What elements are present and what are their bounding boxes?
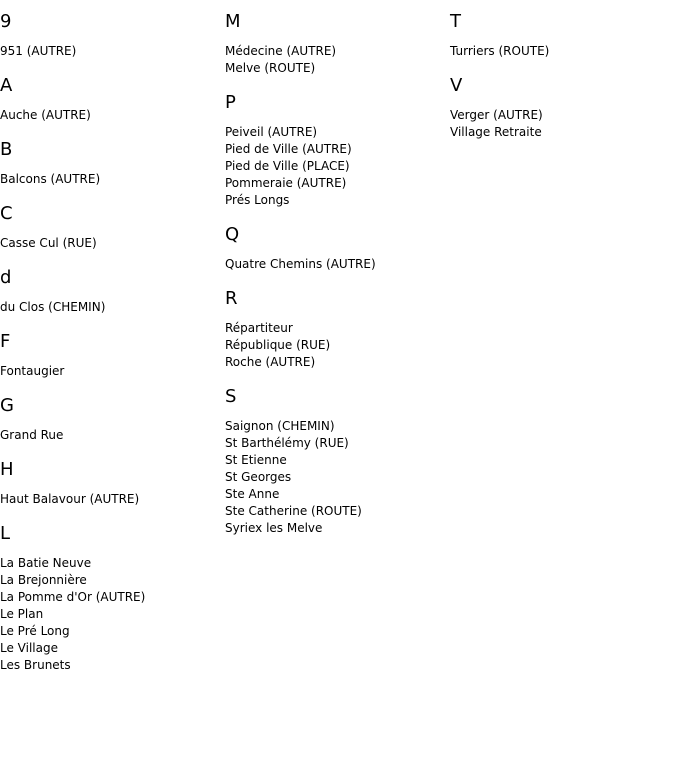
letter-group-v (450, 75, 670, 141)
street-item: Les Brunets (0, 658, 71, 672)
street-item: Pied de Ville (AUTRE) (225, 142, 352, 156)
letter-heading: C (0, 203, 13, 224)
street-list (0, 491, 220, 508)
letter-heading: 9 (0, 11, 12, 32)
letter-heading: M (225, 11, 241, 32)
street-item: Village Retraite (450, 125, 542, 139)
letter-group-t (450, 11, 670, 60)
letter-group-p (225, 92, 445, 209)
street-item: Ste Catherine (ROUTE) (225, 504, 362, 518)
street-list (225, 418, 445, 537)
letter-heading: B (0, 139, 13, 160)
street-item: Casse Cul (RUE) (0, 236, 97, 250)
street-item: Melve (ROUTE) (225, 61, 316, 75)
street-item: Roche (AUTRE) (225, 355, 316, 369)
letter-heading: R (225, 288, 238, 309)
letter-group-h (0, 459, 220, 508)
index-column-2 (225, 0, 445, 537)
letter-group-f (0, 331, 220, 380)
street-item: Médecine (AUTRE) (225, 44, 337, 58)
street-item: Saignon (CHEMIN) (225, 419, 335, 433)
letter-heading: H (0, 459, 14, 480)
street-item: St Barthélémy (RUE) (225, 436, 349, 450)
street-item: Fontaugier (0, 364, 65, 378)
street-list (0, 427, 220, 444)
street-item: Répartiteur (225, 321, 293, 335)
letter-heading: F (0, 331, 11, 352)
street-list (450, 107, 670, 141)
street-item: La Brejonnière (0, 573, 87, 587)
street-item: Pied de Ville (PLACE) (225, 159, 350, 173)
letter-heading: G (0, 395, 14, 416)
street-item: Le Village (0, 641, 58, 655)
letter-group-l (0, 523, 220, 674)
street-item: La Pomme d'Or (AUTRE) (0, 590, 146, 604)
street-list (450, 43, 670, 60)
letter-heading: P (225, 92, 236, 113)
street-item: Grand Rue (0, 428, 64, 442)
street-item: Haut Balavour (AUTRE) (0, 492, 140, 506)
street-list (225, 320, 445, 371)
street-item: La Batie Neuve (0, 556, 92, 570)
letter-heading: V (450, 75, 463, 96)
letter-heading: S (225, 386, 237, 407)
street-item: Turriers (ROUTE) (450, 44, 550, 58)
street-list (0, 171, 220, 188)
letter-group-d (0, 267, 220, 316)
letter-group-9 (0, 11, 220, 60)
street-item: du Clos (CHEMIN) (0, 300, 106, 314)
street-item: Auche (AUTRE) (0, 108, 91, 122)
letter-group-r (225, 288, 445, 371)
street-list (225, 43, 445, 77)
street-item: Ste Anne (225, 487, 280, 501)
street-list (0, 235, 220, 252)
street-item: St Etienne (225, 453, 287, 467)
letter-group-c (0, 203, 220, 252)
street-item: Verger (AUTRE) (450, 108, 543, 122)
street-list (225, 256, 445, 273)
letter-group-g (0, 395, 220, 444)
street-item: Balcons (AUTRE) (0, 172, 101, 186)
index-column-1 (0, 0, 220, 674)
letter-heading: Q (225, 224, 240, 245)
street-list (0, 555, 220, 674)
letter-group-s (225, 386, 445, 537)
street-item: Le Pré Long (0, 624, 70, 638)
letter-group-a (0, 75, 220, 124)
letter-heading: A (0, 75, 13, 96)
letter-group-m (225, 11, 445, 77)
street-list (0, 299, 220, 316)
street-item: République (RUE) (225, 338, 331, 352)
street-item: Pommeraie (AUTRE) (225, 176, 347, 190)
street-item: Prés Longs (225, 193, 290, 207)
letter-heading: d (0, 267, 12, 288)
street-item: Syriex les Melve (225, 521, 323, 535)
letter-group-q (225, 224, 445, 273)
street-item: St Georges (225, 470, 292, 484)
letter-heading: T (450, 11, 461, 32)
street-list (0, 43, 220, 60)
street-list (0, 107, 220, 124)
street-item: Peiveil (AUTRE) (225, 125, 318, 139)
street-list (225, 124, 445, 209)
street-item: Quatre Chemins (AUTRE) (225, 257, 376, 271)
street-list (0, 363, 220, 380)
street-item: 951 (AUTRE) (0, 44, 77, 58)
index-column-3 (450, 0, 670, 141)
street-item: Le Plan (0, 607, 44, 621)
letter-heading: L (0, 523, 11, 544)
letter-group-b (0, 139, 220, 188)
